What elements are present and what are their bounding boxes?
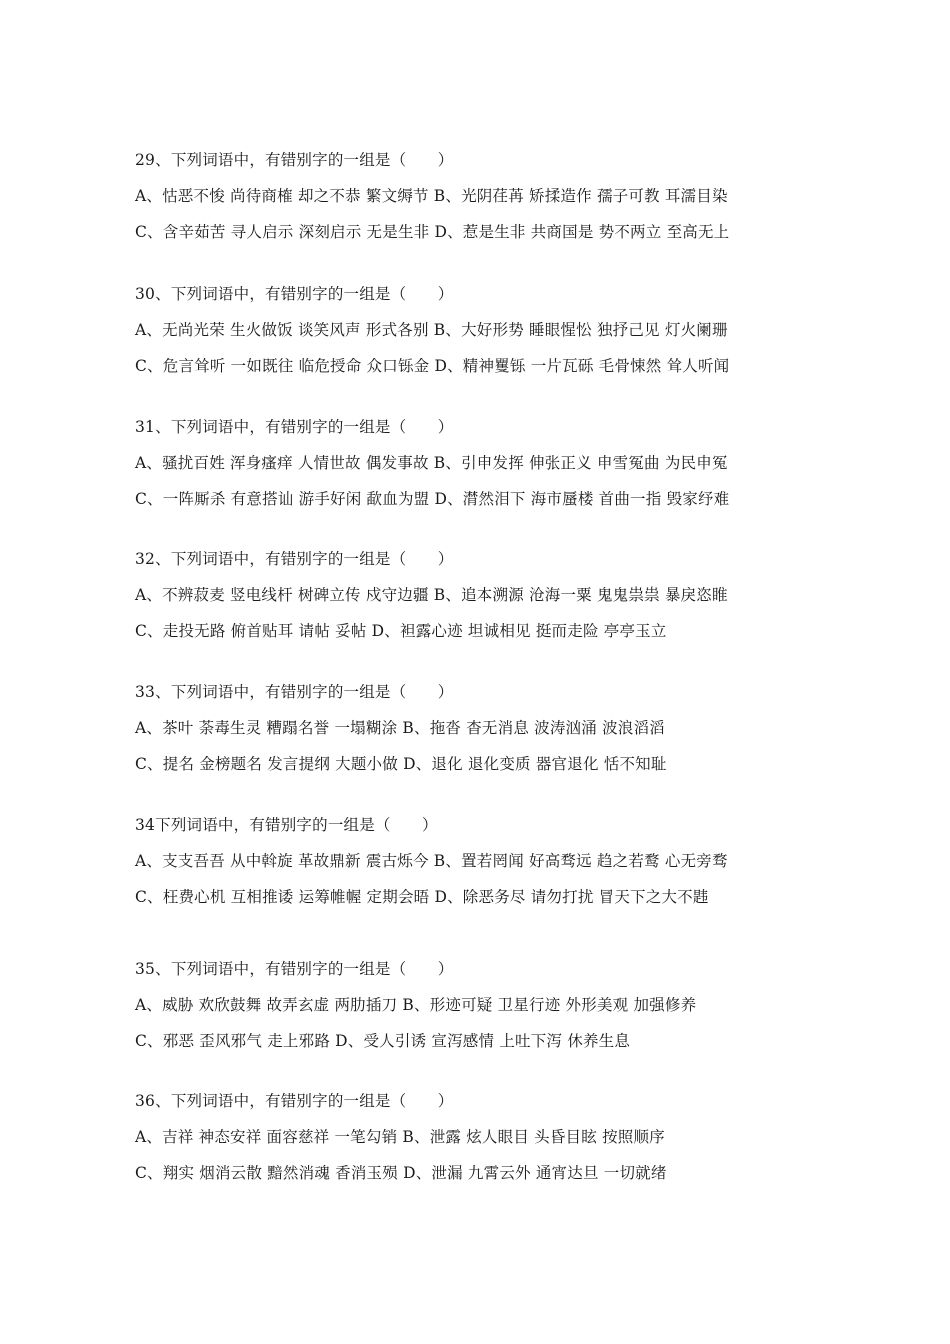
question-33 <box>135 674 835 782</box>
question-stem: 34下列词语中，有错别字的一组是（ ） <box>135 816 438 834</box>
question-36 <box>135 1083 835 1191</box>
options-line-cd: C、危言耸听 一如既往 临危授命 众口铄金 D、精神矍铄 一片瓦砾 毛骨悚然 耸人听闻 <box>135 357 730 375</box>
options-line-cd: C、翔实 烟消云散 黯然消魂 香消玉殒 D、泄漏 九霄云外 通宵达旦 一切就绪 <box>135 1164 667 1182</box>
options-line-ab: A、支支吾吾 从中斡旋 革故鼎新 震古烁今 B、置若罔闻 好高骛远 趋之若鹜 心无旁骛 <box>135 852 728 870</box>
options-line-cd: C、枉费心机 互相推诿 运筹帷幄 定期会晤 D、除恶务尽 请勿打扰 冒天下之大不韪 <box>135 888 709 906</box>
question-stem: 36、下列词语中，有错别字的一组是（ ） <box>135 1092 454 1110</box>
question-34 <box>135 807 835 915</box>
options-line-ab: A、茶叶 荼毒生灵 糟蹋名誉 一塌糊涂 B、拖沓 杳无消息 波涛汹涌 波浪滔滔 <box>135 719 665 737</box>
question-30 <box>135 276 835 384</box>
question-stem: 31、下列词语中，有错别字的一组是（ ） <box>135 418 454 436</box>
question-31 <box>135 409 835 517</box>
options-line-cd: C、邪恶 歪风邪气 走上邪路 D、受人引诱 宣泻感情 上吐下泻 休养生息 <box>135 1032 631 1050</box>
options-line-ab: A、吉祥 神态安祥 面容慈祥 一笔勾销 B、泄露 炫人眼目 头昏目眩 按照顺序 <box>135 1128 665 1146</box>
question-stem: 33、下列词语中，有错别字的一组是（ ） <box>135 683 454 701</box>
question-stem: 30、下列词语中，有错别字的一组是（ ） <box>135 285 454 303</box>
options-line-cd: C、一阵厮杀 有意搭讪 游手好闲 歃血为盟 D、潸然泪下 海市蜃楼 首曲一指 毁家纾难 <box>135 490 730 508</box>
options-line-ab: A、无尚光荣 生火做饭 谈笑风声 形式各别 B、大好形势 睡眼惺忪 独抒己见 灯火阑珊 <box>135 321 728 339</box>
question-32 <box>135 541 835 649</box>
question-35 <box>135 951 835 1059</box>
question-29 <box>135 142 835 250</box>
options-line-ab: A、怙恶不悛 尚待商榷 却之不恭 繁文缛节 B、光阴荏苒 矫揉造作 孺子可教 耳濡目染 <box>135 187 728 205</box>
question-stem: 29、下列词语中，有错别字的一组是（ ） <box>135 151 454 169</box>
options-line-ab: A、骚扰百姓 浑身瘙痒 人情世故 偶发事故 B、引申发挥 伸张正义 申雪冤曲 为民申冤 <box>135 454 728 472</box>
question-stem: 35、下列词语中，有错别字的一组是（ ） <box>135 960 454 978</box>
options-line-cd: C、走投无路 俯首贴耳 请帖 妥帖 D、袒露心迹 坦诚相见 挺而走险 亭亭玉立 <box>135 622 667 640</box>
options-line-ab: A、不辨菽麦 竖电线杆 树碑立传 戍守边疆 B、追本溯源 沧海一粟 鬼鬼祟祟 暴戾恣睢 <box>135 586 728 604</box>
options-line-cd: C、提名 金榜题名 发言提纲 大题小做 D、退化 退化变质 器官退化 恬不知耻 <box>135 755 667 773</box>
options-line-ab: A、威胁 欢欣鼓舞 故弄玄虚 两肋插刀 B、形迹可疑 卫星行迹 外形美观 加强修养 <box>135 996 697 1014</box>
question-stem: 32、下列词语中，有错别字的一组是（ ） <box>135 550 454 568</box>
options-line-cd: C、含辛茹苦 寻人启示 深刻启示 无是生非 D、惹是生非 共商国是 势不两立 至高无上 <box>135 223 730 241</box>
